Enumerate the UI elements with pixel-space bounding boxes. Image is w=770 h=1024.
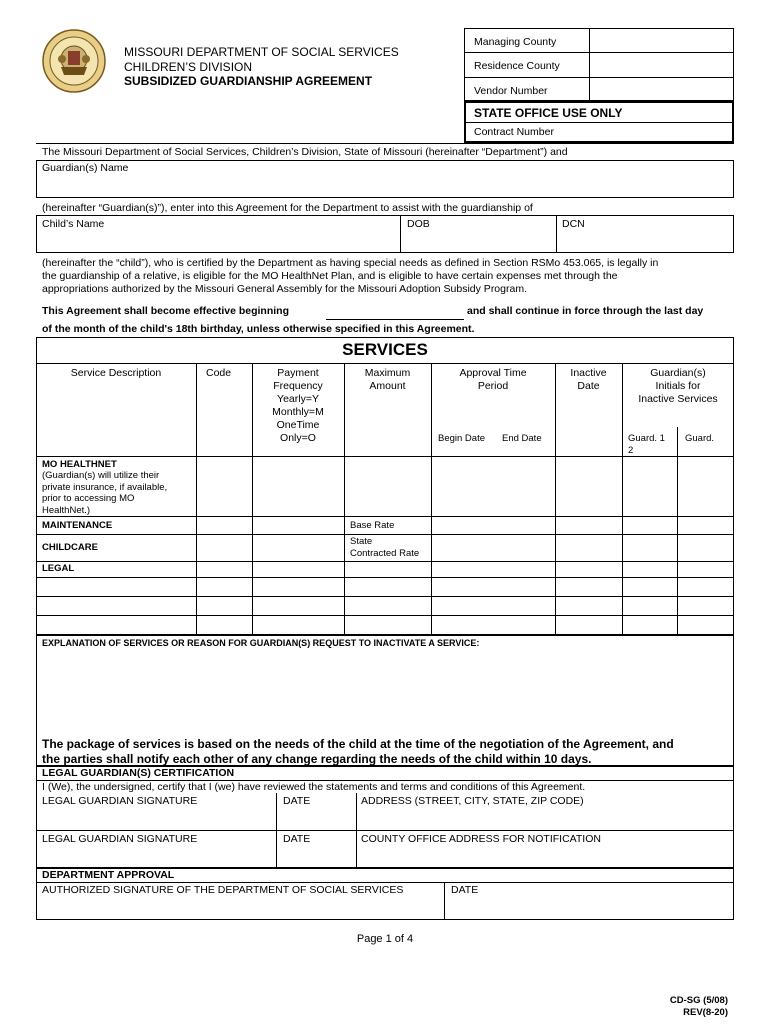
missouri-state-seal — [42, 29, 106, 93]
col-approval-period: Approval Time Period — [459, 367, 527, 392]
row-childcare: CHILDCARE — [42, 542, 98, 553]
approval-date-field[interactable] — [451, 898, 733, 918]
state-contracted-rate-label: State Contracted Rate — [350, 536, 420, 559]
explanation-label: EXPLANATION OF SERVICES OR REASON FOR GUARDIAN(S) REQUEST TO INACTIVATE A SERVICE: — [42, 638, 480, 648]
agency-name: MISSOURI DEPARTMENT OF SOCIAL SERVICES — [124, 45, 399, 59]
certification-statement: I (We), the undersigned, certify that I (we) have reviewed the statements and terms and conditions of this Agreement. — [42, 781, 586, 793]
county-office-address-label: COUNTY OFFICE ADDRESS FOR NOTIFICATION — [361, 833, 601, 845]
effective-text-c: of the month of the child's 18th birthday, unless otherwise specified in this Agreement. — [42, 323, 475, 335]
state-office-use-heading: STATE OFFICE USE ONLY — [474, 106, 623, 120]
row-mo-healthnet: MO HEALTHNET — [42, 459, 117, 470]
form-number: CD-SG (5/08) — [669, 995, 728, 1006]
guardian-name-label: Guardian(s) Name — [42, 162, 129, 174]
child-name-label: Child’s Name — [42, 218, 105, 230]
guardian-signature-2-label: LEGAL GUARDIAN SIGNATURE — [42, 833, 198, 845]
col-inactive-date: Inactive Date — [570, 367, 607, 392]
child-name-field[interactable] — [42, 232, 398, 252]
col-payment-frequency: Payment Frequency Yearly=Y Monthly=M OneTime Only=O — [272, 367, 324, 444]
mo-healthnet-note: (Guardian(s) will utilize their private insurance, if available, prior to accessing MO HealthNet.) — [42, 470, 168, 516]
date-1-field[interactable] — [282, 809, 354, 829]
col-end-date: End Date — [502, 433, 542, 444]
division-name: CHILDREN’S DIVISION — [124, 60, 253, 74]
dcn-field[interactable] — [562, 232, 732, 252]
contract-number-field[interactable] — [565, 124, 734, 142]
base-rate-label: Base Rate — [350, 520, 395, 531]
intro-paragraph-2: the guardianship of a relative, is eligible for the MO HealthNet Plan, and is eligible to have certain expenses met through the — [42, 270, 618, 282]
revision: REV(8-20) — [683, 1007, 728, 1018]
intro-line-1: The Missouri Department of Social Services, Children’s Division, State of Missouri (hereinafter “Department”) and — [42, 146, 568, 158]
guardian-signature-2-field[interactable] — [42, 847, 274, 867]
col-code: Code — [206, 367, 232, 379]
guardian-name-field[interactable] — [42, 176, 732, 196]
services-title: SERVICES — [342, 340, 428, 359]
date-2-label: DATE — [283, 833, 311, 845]
effective-text-b: and shall continue in force through the last day — [467, 305, 704, 317]
date-1-label: DATE — [283, 795, 311, 807]
effective-text-a: This Agreement shall become effective beginning — [42, 305, 290, 317]
dcn-label: DCN — [562, 218, 585, 230]
guard-1-label: Guard. 1 2 — [628, 433, 665, 456]
guard-2-label: Guard. — [685, 433, 715, 444]
intro-line-2: (hereinafter “Guardian(s)”), enter into this Agreement for the Department to assist with the guardianship of — [42, 202, 533, 214]
form-title: SUBSIDIZED GUARDIANSHIP AGREEMENT — [124, 74, 373, 88]
col-maximum-amount: Maximum Amount — [364, 367, 411, 392]
department-approval-heading: DEPARTMENT APPROVAL — [42, 869, 175, 881]
certification-heading: LEGAL GUARDIAN(S) CERTIFICATION — [42, 767, 235, 779]
explanation-field[interactable] — [42, 652, 732, 734]
address-label: ADDRESS (STREET, CITY, STATE, ZIP CODE) — [361, 795, 584, 807]
residence-county-field[interactable] — [592, 55, 734, 75]
effective-date-field[interactable] — [326, 303, 464, 320]
intro-paragraph-1: (hereinafter the “child”), who is certified by the Department as having special needs as defined in Section RSMo 453.065, is legally in — [42, 257, 659, 269]
page-number: Page 1 of 4 — [356, 933, 414, 945]
intro-paragraph-3: appropriations authorized by the Missouri General Assembly for the Missouri Adoption Subsidy Program. — [42, 283, 527, 295]
vendor-number-label: Vendor Number — [474, 85, 548, 97]
approval-date-label: DATE — [451, 884, 479, 896]
row-maintenance: MAINTENANCE — [42, 520, 113, 531]
col-guardian-initials: Guardian(s) Initials for Inactive Services — [638, 367, 718, 405]
dob-label: DOB — [407, 218, 430, 230]
guardian-signature-1-label: LEGAL GUARDIAN SIGNATURE — [42, 795, 198, 807]
row-legal: LEGAL — [42, 563, 75, 574]
date-2-field[interactable] — [282, 847, 354, 867]
package-note: The package of services is based on the needs of the child at the time of the negotiation of the Agreement, and the parties shall notify each other of any change regarding the needs of the child within 10 days. — [42, 737, 674, 766]
contract-number-label: Contract Number — [474, 126, 554, 138]
dob-field[interactable] — [407, 232, 555, 252]
address-field[interactable] — [361, 809, 733, 829]
vendor-number-field[interactable] — [592, 80, 734, 100]
col-begin-date: Begin Date — [438, 433, 486, 444]
authorized-signature-label: AUTHORIZED SIGNATURE OF THE DEPARTMENT OF SOCIAL SERVICES — [42, 884, 404, 896]
residence-county-label: Residence County — [474, 60, 560, 72]
col-service-description: Service Description — [70, 367, 162, 379]
authorized-signature-field[interactable] — [42, 898, 442, 918]
managing-county-label: Managing County — [474, 36, 557, 48]
managing-county-field[interactable] — [592, 31, 734, 51]
guardian-signature-1-field[interactable] — [42, 809, 274, 829]
county-office-address-field[interactable] — [361, 847, 733, 867]
